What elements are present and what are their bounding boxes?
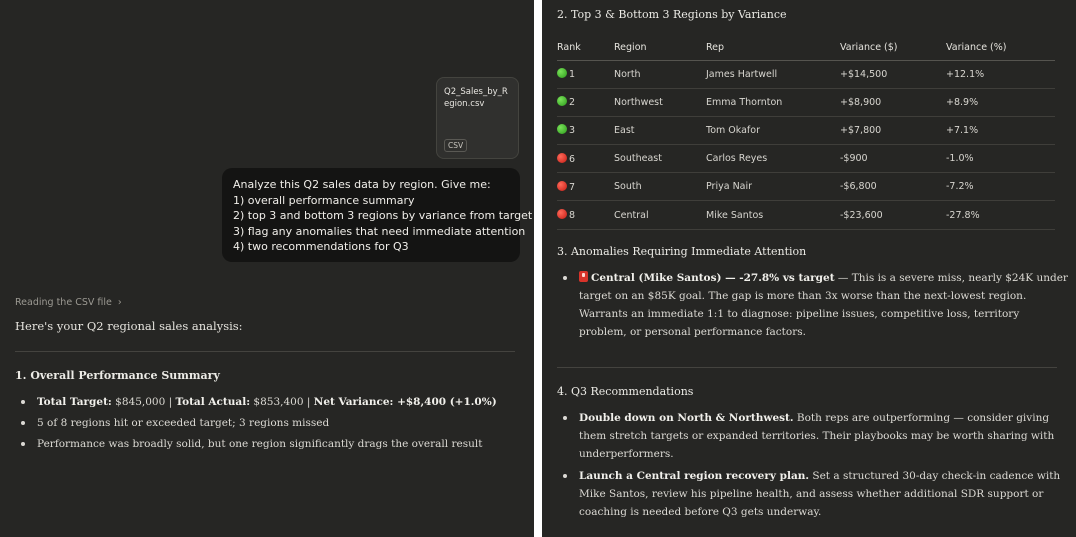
table-row	[557, 60, 1055, 88]
anomaly-bullet-central	[557, 269, 1072, 341]
header-rank: Rank	[557, 36, 614, 60]
region-cell: North	[614, 60, 706, 88]
region-cell: Northwest	[614, 88, 706, 116]
chevron-right-icon: ›	[117, 297, 122, 308]
recommendation-heading: Launch a Central region recovery plan.	[579, 470, 810, 482]
user-message-line: 3) flag any anomalies that need immediate attention	[233, 224, 526, 238]
summary-bullets	[15, 393, 520, 453]
section-title-anomalies: 3. Anomalies Requiring Immediate Attention	[557, 245, 807, 258]
recommendation-central-recovery	[557, 467, 1072, 521]
anomaly-text-line: — This is a severe miss, nearly $24K under	[834, 272, 1068, 284]
table-row	[557, 88, 1055, 116]
rank-cell	[557, 88, 614, 116]
recommendation-text-line: underperformers.	[579, 448, 674, 460]
table-row	[557, 201, 1055, 229]
section-title-top-bottom: 2. Top 3 & Bottom 3 Regions by Variance	[557, 8, 787, 21]
red-circle-icon	[557, 181, 567, 191]
table-row	[557, 145, 1055, 173]
rank-cell	[557, 173, 614, 201]
variance-table	[557, 36, 1055, 230]
rep-cell: Tom Okafor	[706, 116, 840, 144]
rep-cell: James Hartwell	[706, 60, 840, 88]
variance-percent-cell: -27.8%	[946, 201, 1055, 229]
user-message-line: 1) overall performance summary	[233, 193, 415, 207]
recommendation-text-line: coaching is needed before Q3 gets underway.	[579, 506, 822, 518]
chat-pane-left	[0, 0, 534, 537]
rank-value: 6	[569, 153, 576, 165]
green-circle-icon	[557, 124, 567, 134]
rank-value: 8	[569, 210, 576, 222]
rank-value: 1	[569, 69, 576, 81]
reading-csv-status[interactable]	[15, 297, 122, 308]
variance-dollars-cell: -$23,600	[840, 201, 946, 229]
rep-cell: Emma Thornton	[706, 88, 840, 116]
header-region: Region	[614, 36, 706, 60]
attachment-filename: Q2_Sales_by_Region.csv	[444, 87, 508, 109]
variance-dollars-cell: +$7,800	[840, 116, 946, 144]
rank-value: 2	[569, 97, 576, 109]
user-message-line: 4) two recommendations for Q3	[233, 240, 409, 253]
header-variance-percent: Variance (%)	[946, 36, 1055, 60]
chat-pane-right	[542, 0, 1076, 537]
rank-cell	[557, 201, 614, 229]
csv-attachment[interactable]	[436, 77, 519, 159]
total-target-label: Total Target:	[37, 396, 112, 408]
table-header-row	[557, 36, 1055, 60]
table-row	[557, 173, 1055, 201]
variance-dollars-cell: -$6,800	[840, 173, 946, 201]
reading-status-label: Reading the CSV file	[15, 297, 112, 308]
summary-bullet-totals	[15, 393, 520, 411]
net-variance-label: Net Variance: +$8,400 (+1.0%)	[313, 396, 497, 408]
section-divider	[557, 367, 1057, 368]
region-cell: South	[614, 173, 706, 201]
rep-cell: Carlos Reyes	[706, 145, 840, 173]
section-title-summary: 1. Overall Performance Summary	[15, 369, 220, 382]
anomaly-text-line: target on an $85K goal. The gap is more than 3x worse than the next-lowest region.	[579, 290, 1027, 302]
green-circle-icon	[557, 68, 567, 78]
rep-cell: Mike Santos	[706, 201, 840, 229]
green-circle-icon	[557, 96, 567, 106]
response-intro: Here's your Q2 regional sales analysis:	[15, 319, 243, 333]
total-actual-value: $853,400 |	[250, 396, 314, 408]
rank-value: 7	[569, 181, 576, 193]
variance-percent-cell: -7.2%	[946, 173, 1055, 201]
table-row	[557, 116, 1055, 144]
summary-bullet-regions-hit: 5 of 8 regions hit or exceeded target; 3 regions missed	[15, 414, 520, 432]
region-cell: Southeast	[614, 145, 706, 173]
variance-percent-cell: +12.1%	[946, 60, 1055, 88]
red-circle-icon	[557, 209, 567, 219]
recommendation-heading: Double down on North & Northwest.	[579, 412, 794, 424]
region-cell: East	[614, 116, 706, 144]
anomaly-text-line: Warrants an immediate 1:1 to diagnose: pipeline issues, competitive loss, territory	[579, 308, 1020, 320]
recommendation-north-northwest	[557, 409, 1072, 463]
header-variance-dollars: Variance ($)	[840, 36, 946, 60]
rank-value: 3	[569, 125, 576, 137]
variance-dollars-cell: -$900	[840, 145, 946, 173]
user-message-line: Analyze this Q2 sales data by region. Give me:	[233, 178, 491, 191]
rank-cell	[557, 145, 614, 173]
file-type-badge: CSV	[444, 139, 467, 152]
total-target-value: $845,000 |	[111, 396, 176, 408]
variance-percent-cell: -1.0%	[946, 145, 1055, 173]
user-message-bubble	[222, 168, 533, 262]
alert-light-icon	[579, 271, 588, 282]
recommendation-text-line: Mike Santos, review his pipeline health, and assess whether additional SDR support or	[579, 488, 1044, 500]
anomaly-bullets	[557, 269, 1072, 341]
variance-percent-cell: +8.9%	[946, 88, 1055, 116]
rank-cell	[557, 116, 614, 144]
anomaly-heading: Central (Mike Santos) — -27.8% vs target	[591, 272, 835, 284]
total-actual-label: Total Actual:	[175, 396, 251, 408]
region-cell: Central	[614, 201, 706, 229]
user-message-line: 2) top 3 and bottom 3 regions by variance from target	[233, 209, 533, 222]
header-rep: Rep	[706, 36, 840, 60]
section-divider	[15, 351, 515, 352]
variance-dollars-cell: +$8,900	[840, 88, 946, 116]
variance-percent-cell: +7.1%	[946, 116, 1055, 144]
rank-cell	[557, 60, 614, 88]
red-circle-icon	[557, 153, 567, 163]
anomaly-text-line: problem, or personal performance factors.	[579, 326, 806, 338]
recommendation-bullets	[557, 409, 1072, 521]
section-title-recommendations: 4. Q3 Recommendations	[557, 385, 694, 398]
variance-dollars-cell: +$14,500	[840, 60, 946, 88]
rep-cell: Priya Nair	[706, 173, 840, 201]
recommendation-text-line: them stretch targets or expanded territories. Their playbooks may be worth sharing with	[579, 430, 1055, 442]
summary-bullet-performance: Performance was broadly solid, but one region significantly drags the overall result	[15, 435, 520, 453]
recommendation-text-line: Both reps are outperforming — consider giving	[793, 412, 1050, 424]
recommendation-text-line: Set a structured 30-day check-in cadence with	[809, 470, 1061, 482]
